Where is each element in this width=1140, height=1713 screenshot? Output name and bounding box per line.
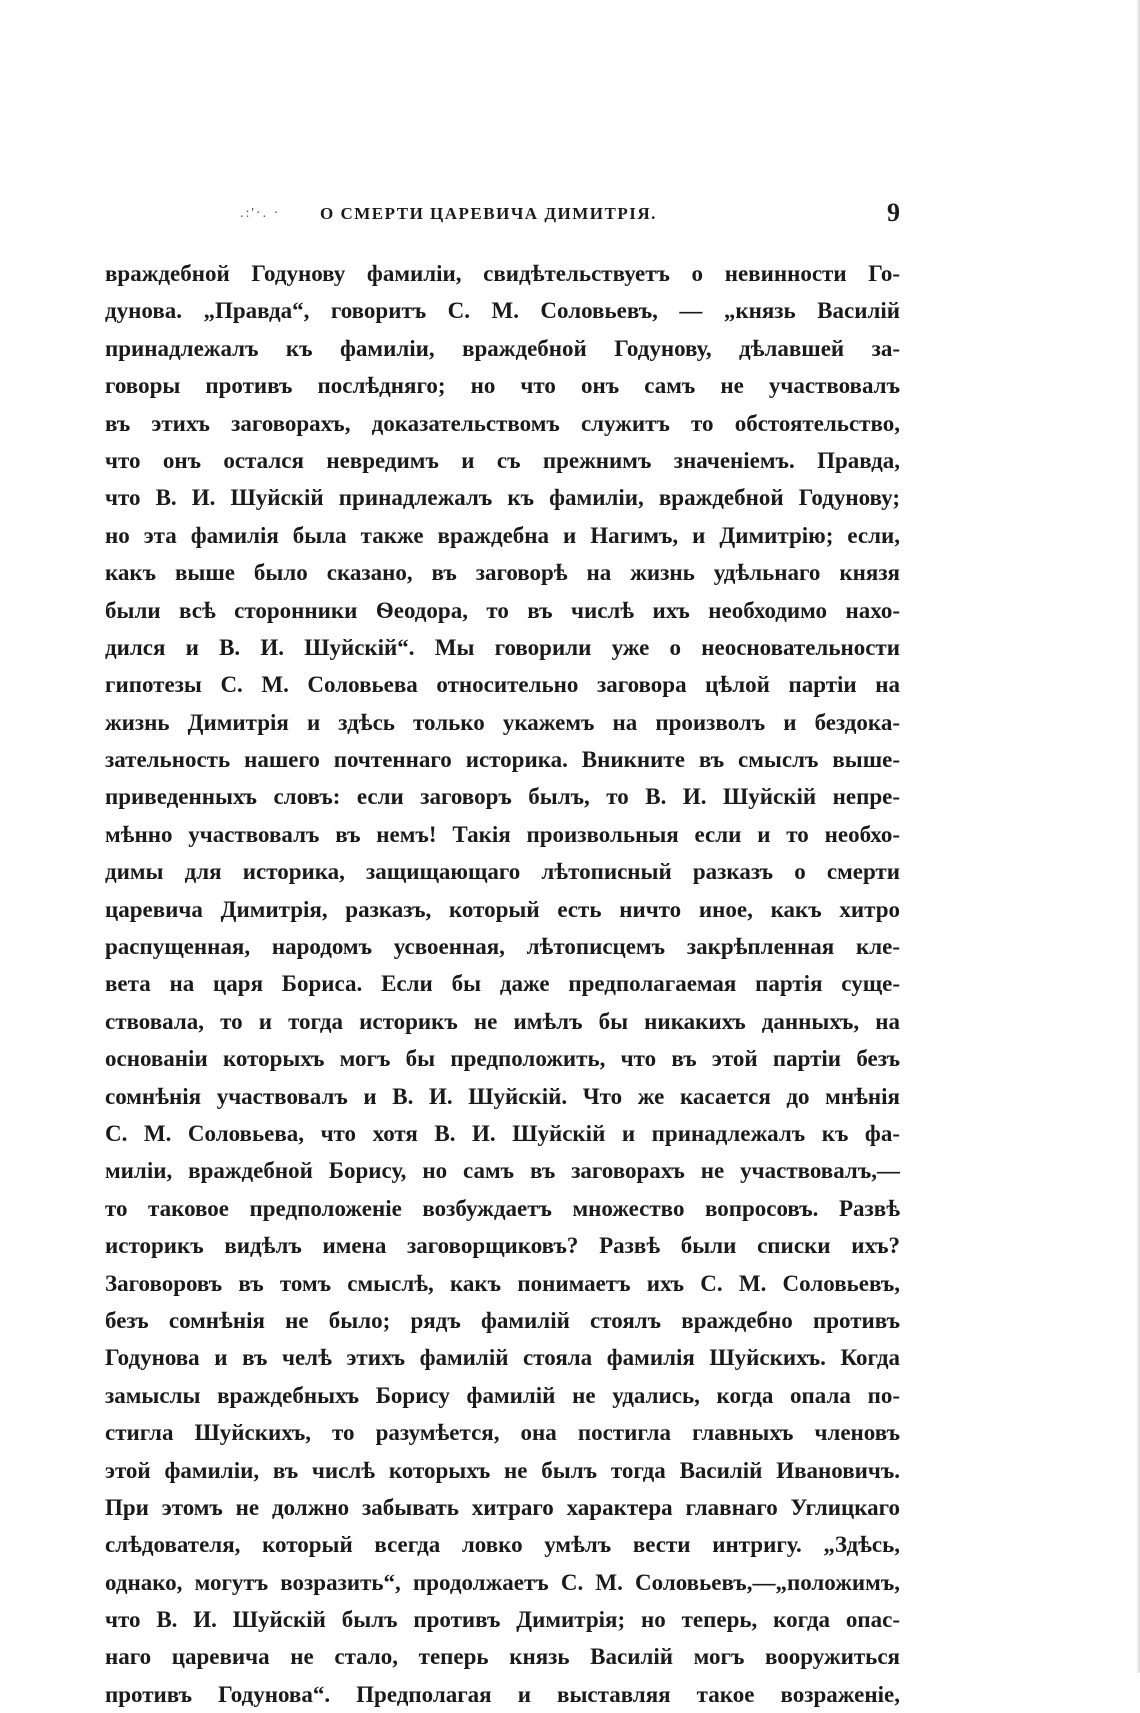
- text-line: зательность нашего почтеннаго историка. Вникните въ смыслъ выше-: [105, 747, 900, 773]
- text-line: были всѣ сторонники Ѳеодора, то въ числѣ ихъ необходимо нахо-: [105, 597, 900, 623]
- text-line: Годунова и въ челѣ этихъ фамилій стояла фамилія Шуйскихъ. Когда: [105, 1345, 900, 1371]
- text-line: мѣнно участвовалъ въ немъ! Такія произвольныя если и то необхо-: [105, 821, 900, 847]
- text-line: то таковое предположеніе возбуждаетъ множество вопросовъ. Развѣ: [105, 1195, 900, 1221]
- text-line: безъ сомнѣнія не было; рядъ фамилій стоялъ враждебно противъ: [105, 1307, 900, 1333]
- running-title: О СМЕРТИ ЦАРЕВИЧА ДИМИТРІЯ.: [320, 204, 657, 223]
- text-line: миліи, враждебной Борису, но самъ въ заговорахъ не участвовалъ,—: [105, 1158, 900, 1184]
- text-line: наго царевича не стало, теперь князь Василій могъ вооружиться: [105, 1644, 900, 1670]
- text-line: слѣдователя, который всегда ловко умѣлъ вести интригу. „Здѣсь,: [105, 1532, 900, 1558]
- header-ornament: .:'·. ·: [240, 206, 281, 221]
- page-header: [110, 200, 900, 240]
- text-line: димы для историка, защищающаго лѣтописный разказъ о смерти: [105, 859, 900, 885]
- text-line: въ этихъ заговорахъ, доказательствомъ служитъ то обстоятельство,: [105, 410, 900, 436]
- text-line: однако, могутъ возразить“, продолжаетъ С. М. Соловьевъ,—„положимъ,: [105, 1569, 900, 1595]
- text-line: дунова. „Правда“, говоритъ С. М. Соловьевъ, — „князь Василій: [105, 298, 900, 324]
- text-line: но эта фамилія была также враждебна и Нагимъ, и Димитрію; если,: [105, 522, 900, 548]
- text-line: вета на царя Бориса. Если бы даже предполагаемая партія суще-: [105, 971, 900, 997]
- text-line: основаніи которыхъ могъ бы предположить, что въ этой партіи безъ: [105, 1046, 900, 1072]
- text-line: сомнѣнія участвовалъ и В. И. Шуйскій. Что же касается до мнѣнія: [105, 1083, 900, 1109]
- text-line: распущенная, народомъ усвоенная, лѣтописцемъ закрѣпленная кле-: [105, 934, 900, 960]
- text-line: дился и В. И. Шуйскій“. Мы говорили уже о неосновательности: [105, 634, 900, 660]
- text-line: стигла Шуйскихъ, то разумѣется, она постигла главныхъ членовъ: [105, 1420, 900, 1446]
- text-line: что онъ остался невредимъ и съ прежнимъ значеніемъ. Правда,: [105, 447, 900, 473]
- text-line: замыслы враждебныхъ Борису фамилій не удались, когда опала по-: [105, 1382, 900, 1408]
- text-line: ствовала, то и тогда историкъ не имѣлъ бы никакихъ данныхъ, на: [105, 1008, 900, 1034]
- text-line: враждебной Годунову фамиліи, свидѣтельствуетъ о невинности Го-: [105, 261, 900, 286]
- text-line: говоры противъ послѣдняго; но что онъ самъ не участвовалъ: [105, 373, 900, 399]
- text-line: что В. И. Шуйскій принадлежалъ къ фамиліи, враждебной Годунову;: [105, 485, 900, 511]
- text-line: царевича Димитрія, разказъ, который есть ничто иное, какъ хитро: [105, 896, 900, 922]
- text-line: противъ Годунова“. Предполагая и выставляя такое возраженіе,: [105, 1681, 900, 1707]
- page-number: 9: [887, 198, 900, 227]
- text-line: принадлежалъ къ фамиліи, враждебной Годунову, дѣлавшей за-: [105, 335, 900, 361]
- text-line: историкъ видѣлъ имена заговорщиковъ? Развѣ были списки ихъ?: [105, 1233, 900, 1259]
- text-line: гипотезы С. М. Соловьева относительно заговора цѣлой партіи на: [105, 672, 900, 698]
- text-line: приведенныхъ словъ: если заговоръ былъ, то В. И. Шуйскій непре-: [105, 784, 900, 810]
- text-line: какъ выше было сказано, въ заговорѣ на жизнь удѣльнаго князя: [105, 560, 900, 586]
- text-line: При этомъ не должно забывать хитраго характера главнаго Углицкаго: [105, 1494, 900, 1520]
- text-line: этой фамиліи, въ числѣ которыхъ не былъ тогда Василій Ивановичъ.: [105, 1457, 900, 1483]
- text-line: С. М. Соловьева, что хотя В. И. Шуйскій и принадлежалъ къ фа-: [105, 1120, 900, 1146]
- page-edge-shadow: [1136, 0, 1140, 1673]
- text-line: что В. И. Шуйскій былъ противъ Димитрія; но теперь, когда опас-: [105, 1607, 900, 1633]
- body-text: [105, 255, 900, 1713]
- text-line: Заговоровъ въ томъ смыслѣ, какъ понимаетъ ихъ С. М. Соловьевъ,: [105, 1270, 900, 1296]
- text-line: жизнь Димитрія и здѣсь только укажемъ на произволъ и бездока-: [105, 709, 900, 735]
